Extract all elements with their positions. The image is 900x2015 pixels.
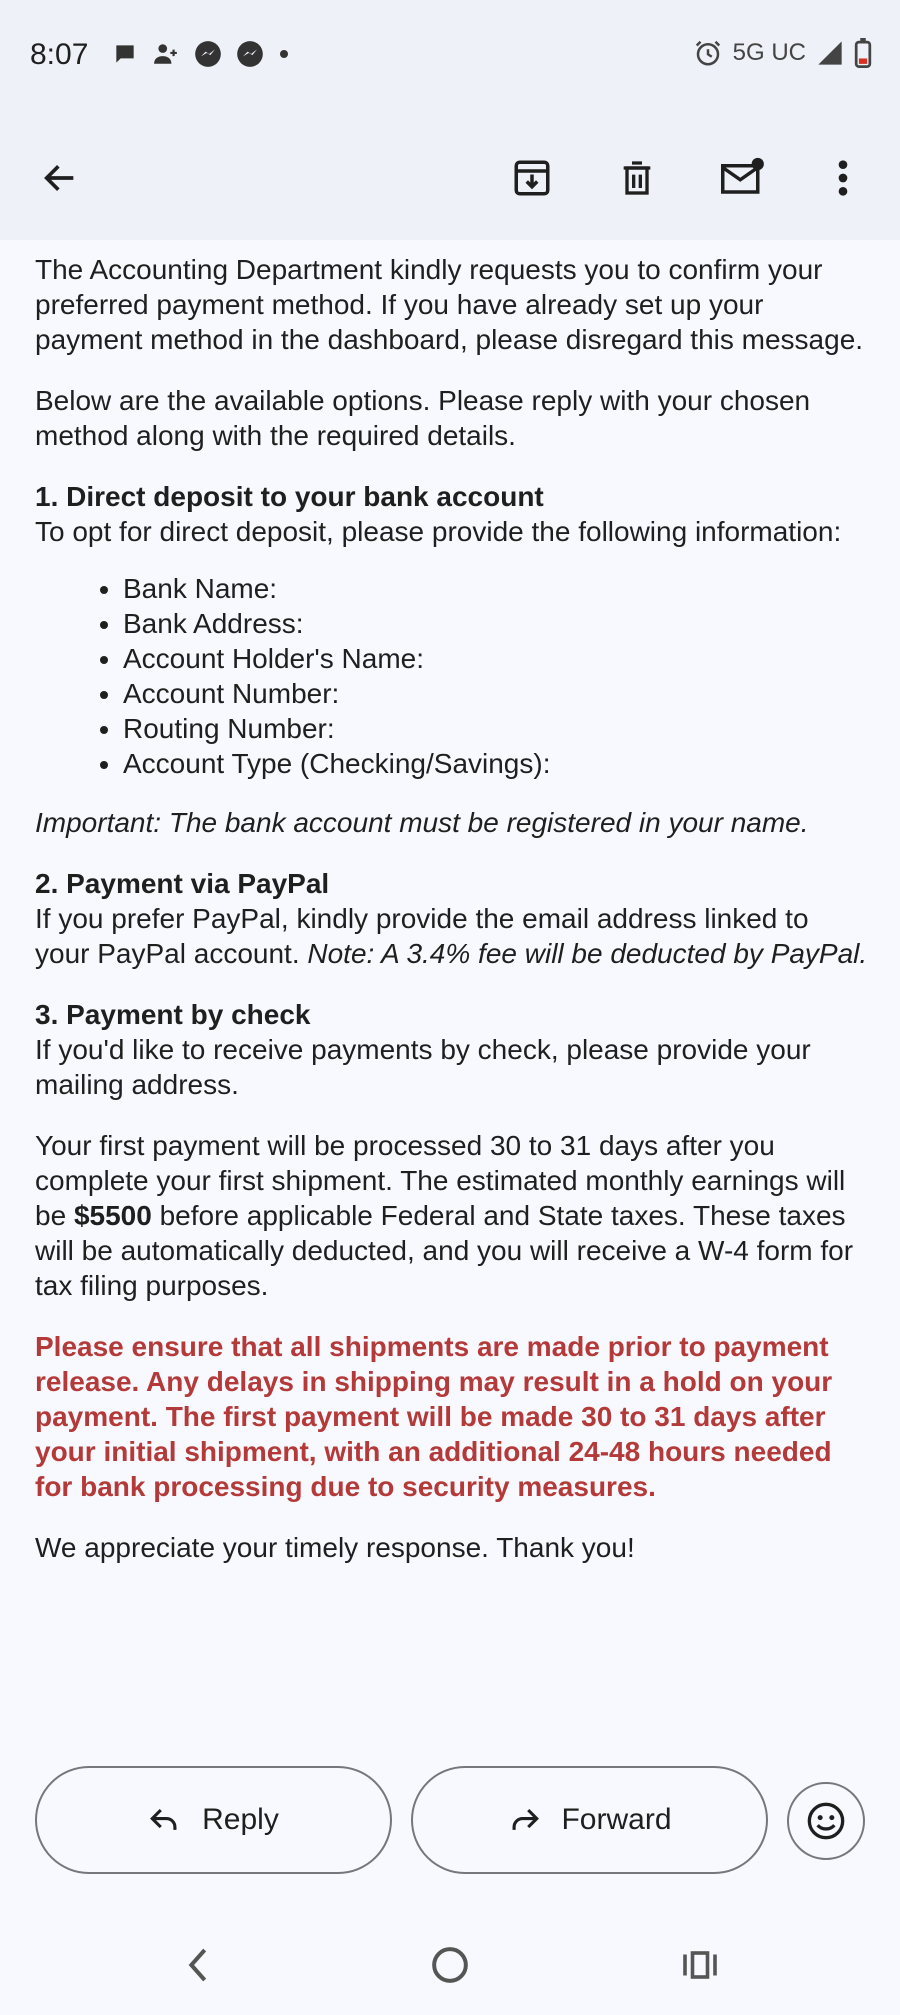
messenger-icon [194, 40, 222, 68]
intro-paragraph: The Accounting Department kindly requests you to confirm your preferred payment method. If you have already set up your payment method in the dashboard, please disregard this message. [35, 254, 864, 355]
option-direct-deposit [35, 479, 870, 840]
list-item: • Account Type (Checking/Savings): [123, 746, 870, 781]
option-heading: 1. Direct deposit to your bank account [35, 481, 544, 512]
options-intro-paragraph: Below are the available options. Please reply with your chosen method along with the required details. [35, 385, 811, 451]
home-circle-icon [430, 1945, 470, 1985]
notification-icons [112, 40, 290, 68]
list-item: • Bank Address: [123, 606, 870, 641]
status-bar [0, 0, 900, 118]
nav-home-button[interactable] [420, 1935, 480, 1995]
list-item: • Account Number: [123, 676, 870, 711]
reply-label: Reply [202, 1803, 279, 1836]
more-options-button[interactable] [813, 148, 873, 208]
smiley-icon [806, 1801, 846, 1841]
back-button[interactable] [30, 148, 90, 208]
network-label: 5G UC [732, 39, 806, 66]
list-item: • Account Holder's Name: [123, 641, 870, 676]
list-item: • Bank Name: [123, 571, 870, 606]
closing-paragraph: We appreciate your timely response. Thank you! [35, 1532, 635, 1563]
forward-label: Forward [561, 1803, 672, 1836]
more-vert-icon [837, 158, 849, 198]
mark-unread-button[interactable] [712, 148, 772, 208]
system-nav-bar [0, 1915, 900, 2015]
payment-info-paragraph [35, 1128, 870, 1303]
reply-icon [148, 1805, 182, 1835]
person-add-icon [152, 41, 180, 67]
option-text: If you'd like to receive payments by check, please provide your mailing address. [35, 1034, 811, 1100]
important-note: Important: The bank account must be registered in your name. [35, 807, 809, 838]
battery-icon [854, 38, 872, 68]
payment-info-text: before applicable Federal and State taxes. These taxes will be automatically deducted, and you will receive a W-4 form for tax filing purposes. [35, 1200, 854, 1301]
chat-bubble-icon [112, 41, 138, 67]
archive-button[interactable] [502, 148, 562, 208]
option-heading: 2. Payment via PayPal [35, 868, 330, 899]
option-paypal [35, 866, 870, 971]
warning-paragraph: Please ensure that all shipments are made prior to payment release. Any delays in shipping may result in a hold on your payment. The first payment will be made 30 to 31 days after your initial shipment, with an additional 24-48 hours needed for bank processing due to security measures. [35, 1331, 833, 1502]
delete-button[interactable] [607, 148, 667, 208]
option-check [35, 997, 870, 1102]
bank-fields-list [35, 571, 870, 781]
arrow-left-icon [40, 158, 80, 198]
mark-unread-icon [719, 157, 765, 199]
archive-icon [511, 157, 553, 199]
status-time: 8:07 [30, 38, 89, 71]
option-text: To opt for direct deposit, please provide the following information: [35, 516, 842, 547]
dot-icon [278, 48, 290, 60]
list-item: • Routing Number: [123, 711, 870, 746]
nav-recents-button[interactable] [670, 1935, 730, 1995]
paypal-fee-note: Note: A 3.4% fee will be deducted by PayPal. [307, 938, 868, 969]
nav-back-button[interactable] [168, 1935, 228, 1995]
forward-button[interactable] [411, 1766, 768, 1874]
system-icons [693, 38, 872, 68]
reply-button[interactable] [35, 1766, 392, 1874]
emoji-reaction-button[interactable] [787, 1782, 865, 1860]
forward-icon [507, 1805, 541, 1835]
signal-icon [816, 39, 844, 67]
message-actions [35, 1766, 870, 1876]
option-text: If you prefer PayPal, kindly provide the email address linked to your PayPal account. [35, 903, 809, 969]
alarm-icon [693, 38, 723, 68]
email-body [35, 252, 870, 1591]
recents-icon [680, 1947, 720, 1983]
payment-info-text: Your first payment will be processed 30 to 31 days after you complete your first shipment. The estimated monthly earnings will be [35, 1130, 846, 1231]
trash-icon [617, 157, 657, 199]
messenger-icon [236, 40, 264, 68]
earnings-amount: $5500 [73, 1200, 152, 1231]
chevron-left-icon [183, 1945, 213, 1985]
option-heading: 3. Payment by check [35, 999, 311, 1030]
app-bar [0, 118, 900, 240]
